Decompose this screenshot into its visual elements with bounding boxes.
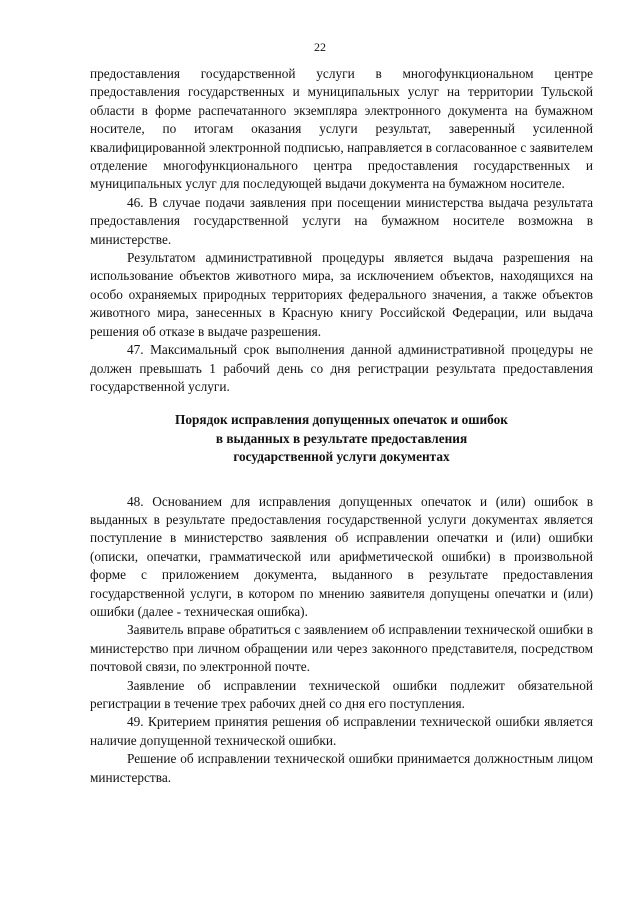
section-heading-line-3: государственной услуги документах	[233, 449, 450, 465]
section-heading	[90, 411, 593, 466]
paragraph-49: 49. Критерием принятия решения об исправлении технической ошибки является наличие допущенной технической ошибки.	[90, 714, 593, 748]
page-number: 22	[314, 40, 326, 54]
paragraph-registration: Заявление об исправлении технической ошибки подлежит обязательной регистрации в течение трех рабочих дней со дня его поступления.	[90, 677, 593, 711]
paragraph-47: 47. Максимальный срок выполнения данной административной процедуры не должен превышать 1 рабочий день со дня регистрации результата предоставления государственной услуги.	[90, 342, 593, 394]
paragraph-decision: Решение об исправлении технической ошибки принимается должностным лицом министерства.	[90, 751, 593, 785]
document-body	[90, 65, 593, 787]
paragraph-48: 48. Основанием для исправления допущенных опечаток и (или) ошибок в выданных в результате предоставления государственной услуги документах является поступление в министерство заявления об исправлении опечатки и (или) ошибки (описки, опечатки, грамматической или арифметической ошибки) в произвольной форме с приложением документа, выданного в результате предоставления государственной услуги, в котором по мнению заявителя допущены опечатки и (или) ошибки (далее - техническая ошибка).	[90, 493, 593, 619]
paragraph-46: 46. В случае подачи заявления при посещении министерства выдача результата предоставления государственной услуги на бумажном носителе возможна в министерстве.	[90, 194, 593, 247]
section-heading-line-1: Порядок исправления допущенных опечаток и ошибок	[175, 412, 508, 428]
paragraph-applicant-right: Заявитель вправе обратиться с заявлением об исправлении технической ошибки в министерство при личном обращении или через законного представителя, посредством почтовой связи, по электронной почте.	[90, 622, 593, 675]
paragraph-continuation: предоставления государственной услуги в многофункциональном центре предоставления государственных и муниципальных услуг на территории Тульской области в форме распечатанного экземпляра электронного документа на бумажном носителе, по итогам оказания услуги результат, заверенный усиленной квалифицированной электронной подписью, направляется в согласованное с заявителем отделение многофункционального центра предоставления государственных и муниципальных услуг для последующей выдачи документа на бумажном носителе.	[90, 66, 593, 192]
section-heading-line-2: в выданных в результате предоставления	[215, 430, 468, 446]
paragraph-procedure-result: Результатом административной процедуры является выдача разрешения на использование объектов животного мира, за исключением объектов, находящихся на особо охраняемых природных территориях федерального значения, а также объектов животного мира, занесенных в Красную книгу Российской Федерации, или выдача решения об отказе в выдаче разрешения.	[90, 250, 593, 339]
